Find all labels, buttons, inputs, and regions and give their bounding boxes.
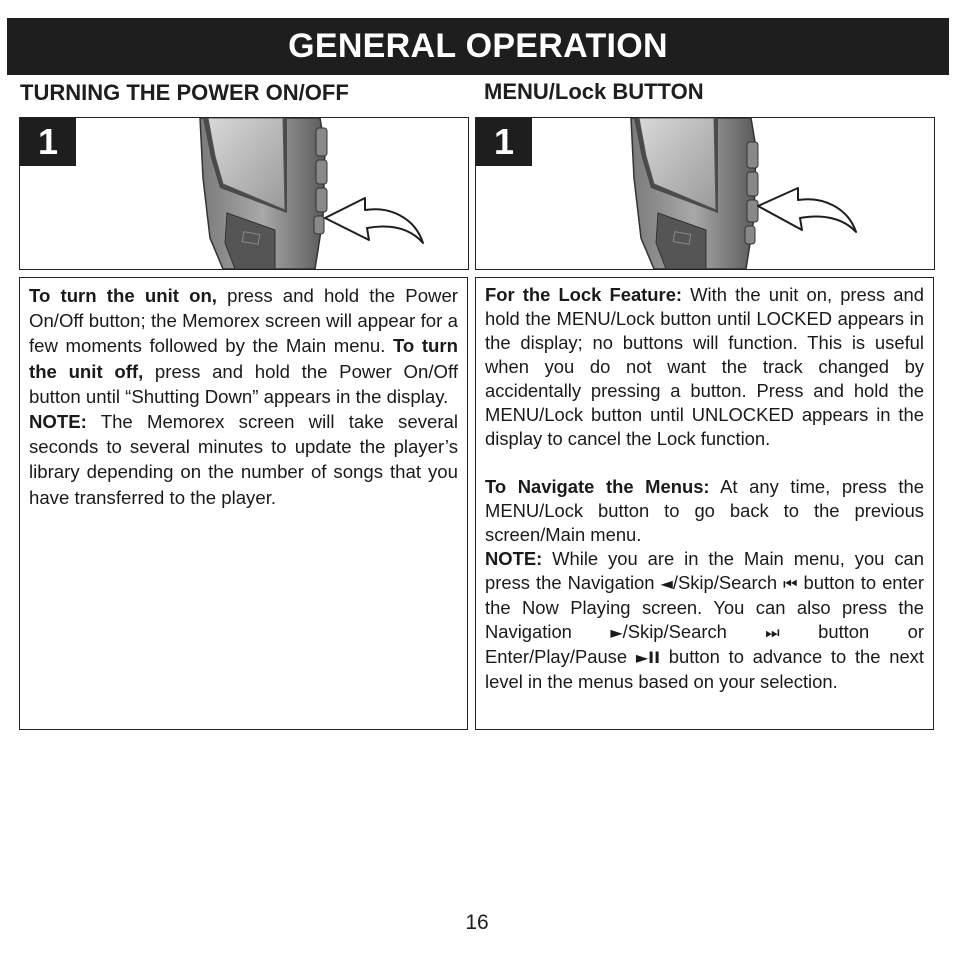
body-text: button to enter the Now Playing screen. You can also press the Navigation — [485, 572, 924, 642]
bold-lead: For the Lock Feature: — [485, 284, 683, 305]
body-text: The Memorex screen will take several seconds to several minutes to update the player’s library depending on the number of songs that you have transferred to the player. — [29, 411, 458, 508]
body-text: press and hold the Power On/Off button; the Memorex screen will appear for a few moments followed by the Main menu. — [29, 285, 458, 357]
bold-lead: To Navigate the Menus: — [485, 476, 710, 497]
page-number: 16 — [465, 911, 489, 934]
mp3-player-icon — [626, 118, 926, 269]
figure-menu-lock-button — [475, 117, 935, 270]
curved-arrow-icon — [758, 188, 856, 232]
note-menu — [485, 547, 924, 694]
instructions-power — [19, 277, 468, 730]
body-text: button to advance to the next level in the menus based on your selection. — [485, 646, 924, 692]
banner-title: GENERAL OPERATION — [288, 27, 668, 65]
note-power — [29, 409, 458, 510]
step-badge: 1 — [20, 118, 76, 166]
mp3-player-icon — [175, 118, 465, 269]
note-label: NOTE: — [485, 548, 543, 569]
skip-back-icon: ⏮ — [783, 574, 798, 593]
bold-lead: To turn the unit on, — [29, 285, 217, 306]
body-text: At any time, press the MENU/Lock button to go back to the previous screen/Main menu. — [485, 476, 924, 545]
instructions-menu-lock — [475, 277, 934, 730]
body-text: While you are in the Main menu, you can press the Navigation — [485, 548, 924, 593]
paragraph-lock-feature — [485, 283, 924, 451]
page-banner — [7, 18, 949, 75]
note-label: NOTE: — [29, 411, 87, 433]
body-text: press and hold the Power On/Off button until “Shutting Down” appears in the display. — [29, 360, 458, 407]
figure-power-button — [19, 117, 469, 270]
curved-arrow-icon — [325, 198, 423, 243]
section-heading-power: TURNING THE POWER ON/OFF — [20, 80, 349, 105]
paragraph-navigate — [485, 475, 924, 547]
bold-lead: To turn the unit off, — [29, 335, 458, 382]
skip-forward-icon: ⏭ — [765, 623, 780, 642]
body-text: With the unit on, press and hold the MENU/Lock button until LOCKED appears in the display; no buttons will function. This is useful when you do not want the track changed by accidentally pressing a button. Press and hold the MENU/Lock button until UNLOCKED appears in the display to cancel the Lock function. — [485, 284, 924, 449]
play-pause-icon: ►II — [635, 648, 661, 667]
step-badge: 1 — [476, 118, 532, 166]
body-text: /Skip/Search — [672, 572, 784, 593]
body-text: button or Enter/Play/Pause — [485, 621, 924, 667]
body-text: /Skip/Search — [622, 621, 766, 642]
left-arrow-icon: ◄ — [660, 574, 673, 593]
paragraph-power — [29, 283, 458, 409]
section-heading-menu-lock: MENU/Lock BUTTON — [484, 79, 704, 104]
right-arrow-icon: ► — [610, 623, 623, 642]
